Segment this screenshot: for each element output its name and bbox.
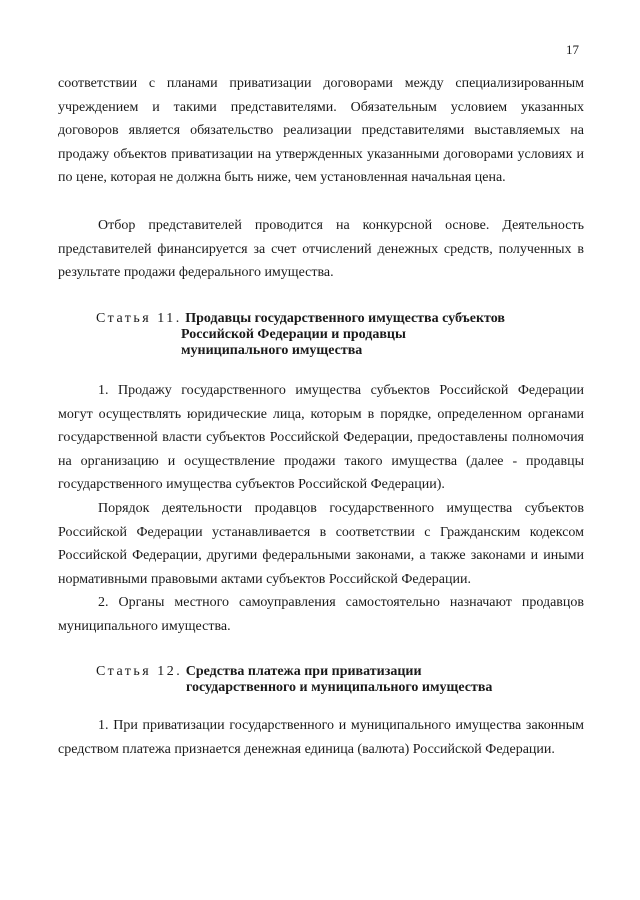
article-11-para3: 2. Органы местного самоуправления самостоятельно назначают продавцов муниципального имущества.	[58, 595, 584, 634]
article-11-title-line1: Продавцы государственного имущества субъектов	[185, 311, 505, 326]
continuation-text: соответствии с планами приватизации договорами между специализированным учреждением и такими представителями. Обязательным условием указанных договоров является обязательство реализации представителями выставляемых на продажу объектов приватизации на утвержденных указанными договорами условиях и по цене, которая не должна быть ниже, чем установленная начальная цена.	[58, 76, 584, 186]
article-12-body	[58, 714, 584, 761]
article-11-para2: Порядок деятельности продавцов государственного имущества субъектов Российской Федерации устанавливается в соответствии с Гражданским кодексом Российской Федерации, другими федеральными законами, а также законами и иными нормативными правовыми актами субъектов Российской Федерации.	[58, 500, 584, 587]
article-12-para1: 1. При приватизации государственного и муниципального имущества законным средством платежа признается денежная единица (валюта) Российской Федерации.	[58, 718, 584, 757]
article-11-label: Статья 11.	[96, 311, 182, 326]
selection-text: Отбор представителей проводится на конкурсной основе. Деятельность представителей финансируется за счет отчислений денежных средств, полученных в результате продажи федерального имущества.	[58, 218, 584, 281]
article-12-title-line2: государственного и муниципального имущества	[186, 680, 493, 695]
article-11-title-line2: Российской Федерации и продавцы	[181, 327, 406, 342]
article-12-title-line1: Средства платежа при приватизации	[185, 664, 422, 679]
article-11-title-line3: муниципального имущества	[181, 343, 363, 358]
selection-paragraph	[58, 214, 584, 285]
article-12-heading	[96, 664, 596, 696]
page-number: 17	[566, 42, 579, 57]
article-11-body	[58, 379, 584, 639]
article-11-heading	[96, 311, 596, 359]
continuation-paragraph	[58, 72, 584, 190]
article-12-label: Статья 12.	[96, 664, 183, 679]
article-11-para1: 1. Продажу государственного имущества субъектов Российской Федерации могут осуществлять юридические лица, которым в порядке, определенном органами государственной власти субъектов Российской Федерации, предоставлены полномочия на организацию и осуществление продажи такого имущества (далее - продавцы государственного имущества субъектов Российской Федерации).	[58, 383, 584, 493]
